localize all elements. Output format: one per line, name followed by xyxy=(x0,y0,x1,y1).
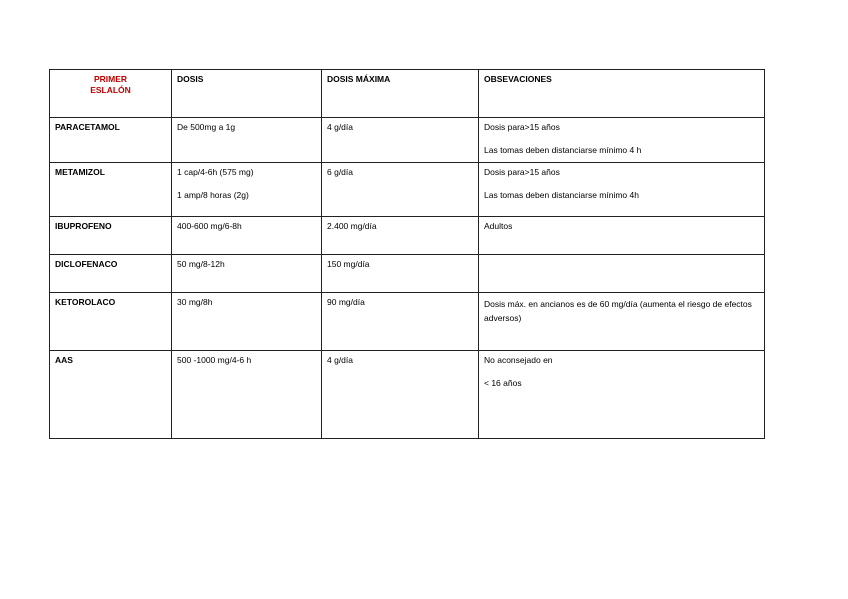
dose-line: 500 -1000 mg/4-6 h xyxy=(177,355,252,365)
max-dose-cell: 4 g/día xyxy=(322,118,479,163)
observation-line: Las tomas deben distanciarse mínimo 4h xyxy=(484,190,639,200)
table-row xyxy=(50,163,765,217)
observation-cell xyxy=(479,163,765,217)
max-dose-cell: 4 g/día xyxy=(322,351,479,439)
dose-cell xyxy=(172,293,322,351)
table-row xyxy=(50,217,765,255)
dose-line: 30 mg/8h xyxy=(177,297,213,307)
observation-line: Las tomas deben distanciarse mínimo 4 h xyxy=(484,145,642,155)
dose-cell xyxy=(172,163,322,217)
table-title-line1: PRIMER xyxy=(93,74,128,84)
table-title-line2: ESLALÓN xyxy=(90,85,131,95)
drug-name: METAMIZOL xyxy=(50,163,172,217)
dose-line: De 500mg a 1g xyxy=(177,122,236,132)
observation-line: < 16 años xyxy=(484,378,522,388)
drug-name: KETOROLACO xyxy=(50,293,172,351)
observation-line: Dosis máx. en ancianos es de 60 mg/día (aumenta el riesgo de efectos adversos) xyxy=(484,299,752,323)
observation-cell xyxy=(479,293,765,351)
observation-line: Dosis para>15 años xyxy=(484,122,560,132)
analgesic-table xyxy=(49,69,765,439)
table-row xyxy=(50,118,765,163)
drug-name: AAS xyxy=(50,351,172,439)
table-row xyxy=(50,293,765,351)
dose-line: 400-600 mg/6-8h xyxy=(177,221,242,231)
observation-cell xyxy=(479,255,765,293)
drug-name: DICLOFENACO xyxy=(50,255,172,293)
header-observaciones: OBSEVACIONES xyxy=(479,70,765,118)
table-row xyxy=(50,351,765,439)
observation-line: No aconsejado en xyxy=(484,355,553,365)
header-dosis-maxima: DOSIS MÁXIMA xyxy=(322,70,479,118)
observation-line: Adultos xyxy=(484,221,513,231)
observation-cell xyxy=(479,351,765,439)
dose-line: 1 amp/8 horas (2g) xyxy=(177,190,249,200)
max-dose-cell: 6 g/día xyxy=(322,163,479,217)
dose-cell xyxy=(172,118,322,163)
drug-name: PARACETAMOL xyxy=(50,118,172,163)
dose-cell xyxy=(172,255,322,293)
table-title-cell xyxy=(50,70,172,118)
drug-name: IBUPROFENO xyxy=(50,217,172,255)
max-dose-cell: 2.400 mg/día xyxy=(322,217,479,255)
max-dose-cell: 90 mg/día xyxy=(322,293,479,351)
header-dosis: DOSIS xyxy=(172,70,322,118)
max-dose-cell: 150 mg/día xyxy=(322,255,479,293)
dose-line: 1 cap/4-6h (575 mg) xyxy=(177,167,254,177)
dose-cell xyxy=(172,351,322,439)
observation-line: Dosis para>15 años xyxy=(484,167,560,177)
dose-line: 50 mg/8-12h xyxy=(177,259,225,269)
observation-cell xyxy=(479,118,765,163)
table-row xyxy=(50,255,765,293)
observation-cell xyxy=(479,217,765,255)
dose-cell xyxy=(172,217,322,255)
table-header-row xyxy=(50,70,765,118)
